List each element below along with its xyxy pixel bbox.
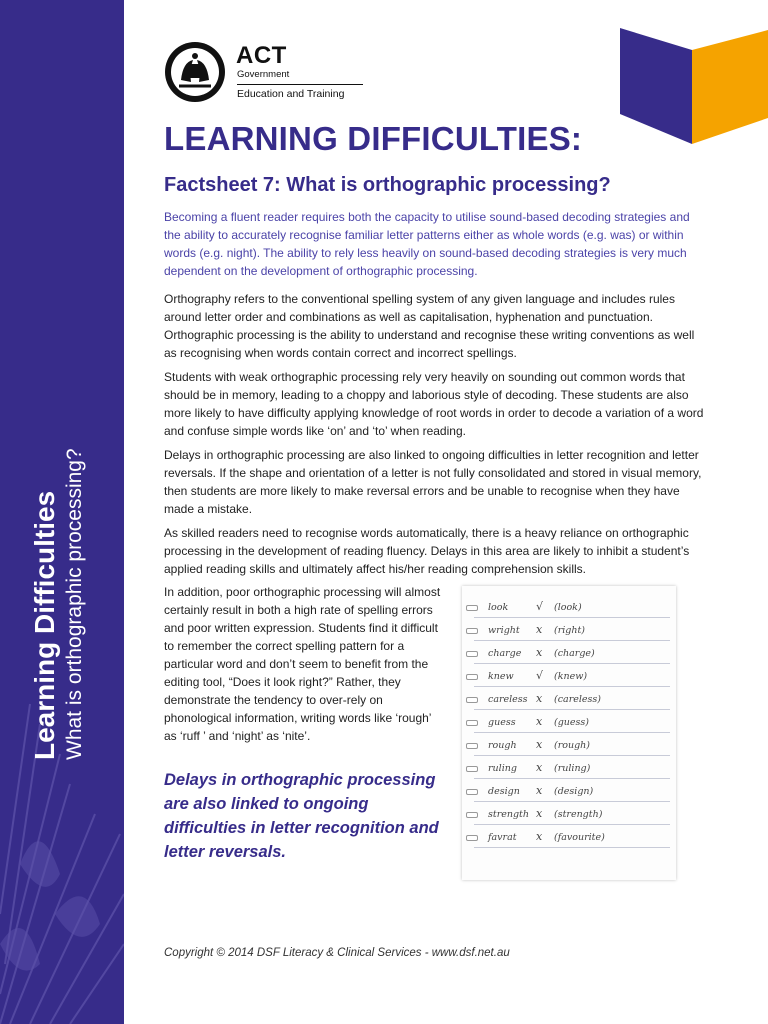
notebook-row: design x (design) (474, 780, 670, 802)
notebook-row: knew √ (knew) (474, 665, 670, 687)
sidebar-title: Learning Difficulties (29, 490, 60, 760)
notebook-row: favrat x (favourite) (474, 826, 670, 848)
logo-name: ACT (236, 42, 287, 69)
logo-government: Government (237, 69, 290, 80)
paragraph-spelling-errors: In addition, poor orthographic processing will almost certainly result in both a high rate of spelling errors and poor written expression. Students find it difficult to remember the correct spelling pattern for a particular word and don’t seem to benefit from the editing tool, “Does it look right?” Rather, they demonstrate the tendency to over-rely on phonological information, writing words like ‘rough’ as ‘ruff ’ and ‘night’ as ‘nite’. (164, 585, 441, 743)
copyright-footer: Copyright © 2014 DSF Literacy & Clinical Services - www.dsf.net.au (164, 947, 510, 959)
page-title: LEARNING DIFFICULTIES: (164, 120, 583, 157)
paragraph-reading-fluency: As skilled readers need to recognise words automatically, there is a heavy reliance on orthographic processing in the development of reading fluency. Delays in this area are likely to inhibit a student’s applied reading skills and ultimately affect his/her reading comprehension skills. (164, 526, 690, 576)
sidebar-subtitle: What is orthographic processing? (63, 448, 86, 760)
logo-education: Education and Training (237, 88, 345, 100)
coat-of-arms-icon (163, 40, 227, 104)
logo-divider (237, 84, 363, 85)
act-government-logo (163, 40, 363, 104)
notebook-row: wright x (right) (474, 619, 670, 641)
pull-quote: Delays in orthographic processing are also linked to ongoing difficulties in letter recognition and letter reversals. (164, 771, 439, 861)
spelling-notebook-image (462, 586, 676, 880)
sidebar (0, 0, 124, 1024)
notebook-row: rough x (rough) (474, 734, 670, 756)
notebook-row: ruling x (ruling) (474, 757, 670, 779)
notebook-row: charge x (charge) (474, 642, 670, 664)
intro-paragraph: Becoming a fluent reader requires both the capacity to utilise sound-based decoding strategies and the ability to accurately recognise familiar letter patterns either as whole words (e.g. was) or within words (e.g. night). The ability to rely less heavily on sound-based decoding strategies is very much dependent on the development of orthographic processing. (164, 210, 690, 278)
notebook-row: careless x (careless) (474, 688, 670, 710)
paragraph-orthography: Orthography refers to the conventional spelling system of any given language and includes rules around letter order and combinations as well as capitalisation, hyphenation and punctuation. Orthographic processing is the ability to understand and recognise these writing conventions as well as recognising when words contain correct and incorrect spellings. (164, 292, 695, 360)
notebook-row: look √ (look) (474, 596, 670, 618)
paragraph-weak-processing: Students with weak orthographic processing rely very heavily on sounding out common words that should be in memory, leading to a choppy and laborious style of decoding. These students are also more likely to have difficulty applying knowledge of root words in order to decode a variation of a word and confuse simple words like ‘on’ and ‘to’ when reading. (164, 370, 704, 438)
notebook-row: guess x (guess) (474, 711, 670, 733)
corner-book-graphic (620, 28, 768, 144)
paragraph-letter-reversals: Delays in orthographic processing are also linked to ongoing difficulties in letter recognition and letter reversals. If the shape and orientation of a letter is not fully consolidated and stored in visual memory, then students are more likely to make reversal errors and be unable to recognise when they have made a mistake. (164, 448, 702, 516)
notebook-row: strength x (strength) (474, 803, 670, 825)
page-subtitle: Factsheet 7: What is orthographic processing? (164, 174, 611, 196)
